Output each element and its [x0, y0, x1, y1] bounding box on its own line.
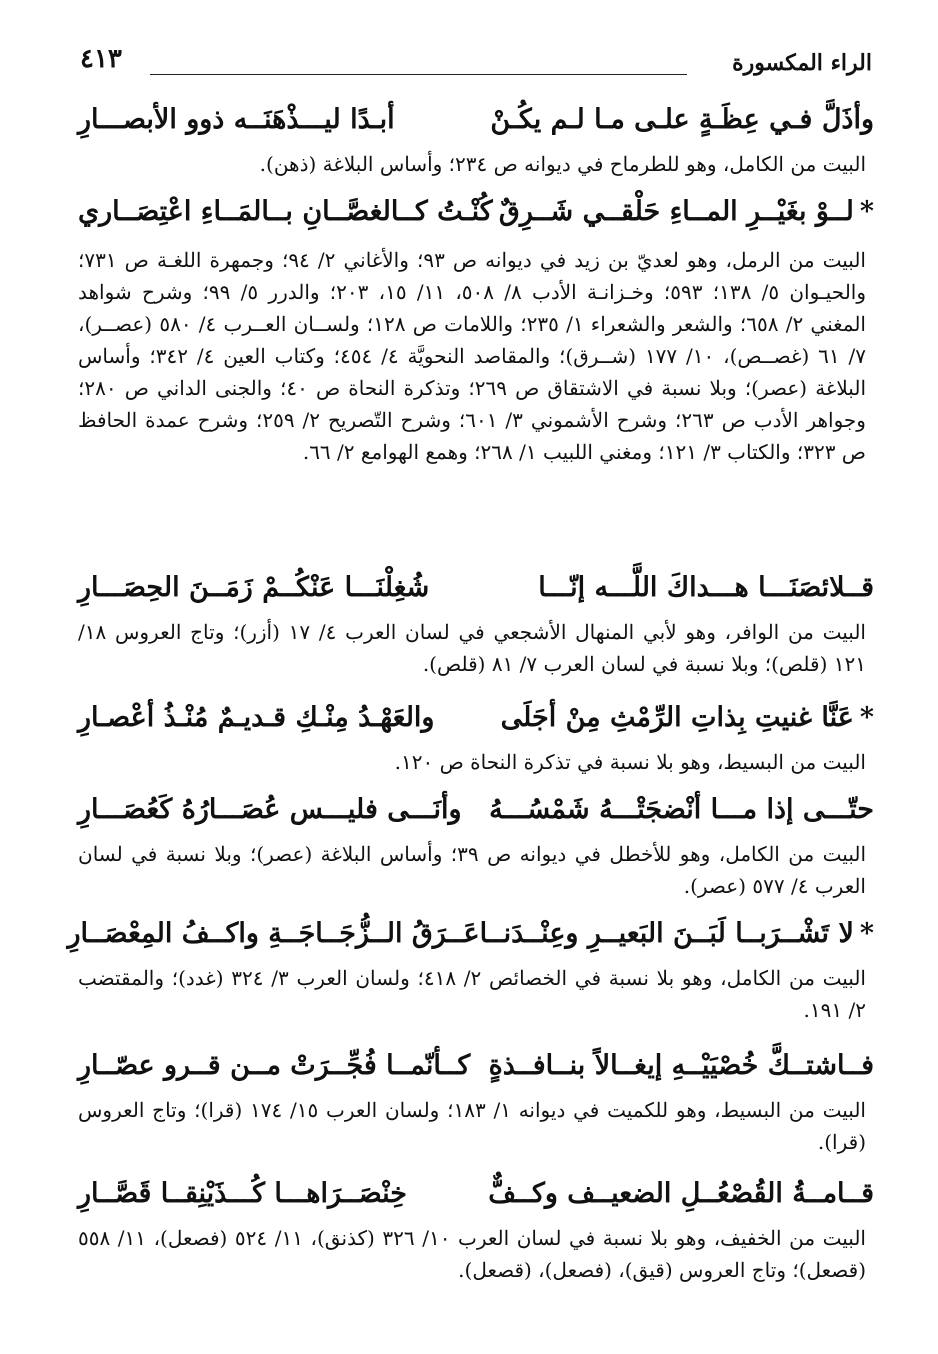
verse-second-hemistich: عَــرَقُ الــزُّجَــاجَــةِ واكــفُ المِعْصَــارِ — [67, 918, 480, 949]
verse-first-text: عَنَّا غنيتِ بِذاتِ الرِّمْثِ مِنْ أجَلَى — [500, 702, 854, 733]
verse-second-hemistich: شُغِلْنَـــا عَنْكُــمْ زَمَــنَ الحِصَـــارِ — [78, 572, 430, 603]
star-marker: * — [859, 196, 874, 227]
source-note: البيت من البسيط، وهو بلا نسبة في تذكرة النحاة ص ١٢٠. — [394, 750, 866, 774]
page-number: ٤١٣ — [80, 44, 122, 74]
star-marker: * — [859, 702, 874, 733]
header-rule — [150, 74, 687, 75]
page-header — [80, 44, 872, 84]
source-note: البيت من الرمل، وهو لعديّ بن زيد في ديوانه ص ٩٣؛ والأغاني ٢/ ٩٤؛ وجمهرة اللغـة ص ٧٣١؛ والحيـوان ٥/ ١٣٨؛ ٥٩٣؛ وخـزانـة الأدب ٨/ ٥٠٨، ١١/ ١٥، ٢٠٣؛ والدرر ٥/ ٩٩؛ وشرح شواهد المغني ٢/ ٦٥٨؛ والشعر والشعراء ١/ ٢٣٥؛ واللامات ص ١٢٨؛ ولســان العــرب ٤/ ٥٨٠ (عصــر)، ٧/ ٦١ (غصــص)، ١٠/ ١٧٧ (شــرق)؛ والمقاصد النحويَّة ٤/ ٤٥٤؛ وكتاب العين ٤/ ٣٤٢؛ وأساس البلاغة (عصر)؛ وبلا نسبة في الاشتقاق ص ٢٦٩؛ وتذكرة النحاة ص ٤٠؛ والجنى الداني ص ٢٨٠؛ وجواهر الأدب ص ٢٦٣؛ وشرح الأشموني ٣/ ٦٠١؛ وشرح التّصريح ٢/ ٢٥٩؛ وشرح عمدة الحافظ ص ٣٢٣؛ والكتاب ٣/ ١٢١؛ ومغني اللبيب ١/ ٢٦٨؛ وهمع الهوامع ٢/ ٦٦. — [78, 248, 867, 464]
verse-second-hemistich: كــأنّمــا فُجِّــرَتْ مــن قــرو عصّــارِ — [78, 1050, 471, 1081]
chapter-title: الراء المكسورة — [732, 50, 872, 76]
source-note: البيت من الكامل، وهو بلا نسبة في الخصائص ٢/ ٤١٨؛ ولسان العرب ٣/ ٣٢٤ (غدد)؛ والمقتضب ٢/ ١٩١. — [78, 966, 866, 1022]
verse-first-hemistich — [501, 702, 874, 733]
star-marker: * — [859, 918, 874, 949]
source-note: البيت من الخفيف، وهو بلا نسبة في لسان العرب ١٠/ ٣٢٦ (كذنق)، ١١/ ٥٢٤ (فصعل)، ١١/ ٥٥٨ (قصعل)؛ وتاج العروس (قيق)، (فصعل)، (قصعل). — [78, 1226, 866, 1282]
verse-first-hemistich: قــامــةُ القُصْعُــلِ الضعيــف وكــفٌّ — [488, 1178, 874, 1209]
source-note: البيت من البسيط، وهو للكميت في ديوانه ١/ ١٨٣؛ ولسان العرب ١٥/ ١٧٤ (قرا)؛ وتاج العروس (قرا). — [78, 1098, 866, 1154]
verse — [78, 104, 874, 148]
verse-first-hemistich — [499, 196, 874, 227]
verse-first-hemistich — [480, 918, 874, 949]
verse-second-hemistich: والعَهْـدُ مِنْـكِ قـديـمٌ مُنْـذُ أعْصـارِ — [78, 702, 435, 733]
source-note: البيت من الكامل، وهو للأخطل في ديوانه ص ٣٩؛ وأساس البلاغة (عصر)؛ وبلا نسبة في لسان العرب ٤/ ٥٧٧ (عصر). — [78, 842, 866, 898]
source-note: البيت من الكامل، وهو للطرماح في ديوانه ص ٢٣٤؛ وأساس البلاغة (ذهن). — [259, 152, 866, 176]
verse — [78, 1178, 874, 1222]
verse-first-hemistich: قــلائصَنَـــا هـــداكَ اللَّـــه إنّـــا — [538, 572, 874, 603]
verse-first-text: لــوْ بغَيْــرِ المــاءِ حَلْقــي شَــرِقٌ — [498, 196, 854, 227]
source-note: البيت من الوافر، وهو لأبي المنهال الأشجعي في لسان العرب ٤/ ١٧ (أزر)؛ وتاج العروس ١٨/ ١٢١ (قلص)؛ وبلا نسبة في لسان العرب ٧/ ٨١ (قلص). — [78, 620, 866, 676]
verse-second-hemistich: أبـدًا ليـــذْهَنَــه ذوو الأبصـــارِ — [78, 104, 395, 135]
verse — [78, 196, 874, 240]
verse — [78, 572, 874, 616]
verse-first-hemistich: حتّـــى إذا مـــا أنْضجَتْـــهُ شَمْسُـــهُ — [489, 794, 874, 825]
verse — [78, 1050, 874, 1094]
verse — [67, 918, 874, 962]
verse-first-hemistich: وأذَلَّ فـي عِظَـةٍ علـى مـا لـم يكُـنْ — [490, 104, 874, 135]
verse-second-hemistich: كُنْـتُ كــالغصَّــانِ بــالمَــاءِ اعْتِصَــاري — [78, 196, 493, 227]
verse-second-hemistich: خِنْصَــرَاهـــا كُـــذَيْنِقــا قَصَّــارِ — [78, 1178, 407, 1209]
verse-first-hemistich: فــاشتــكَّ خُصْيَيْــهِ إيغــالاً بنــافــذةٍ — [488, 1050, 874, 1081]
verse — [78, 702, 874, 746]
verse — [78, 794, 874, 838]
verse-second-hemistich: وأنَـــى فليـــس عُصَـــارُهُ كَعُصَـــارِ — [78, 794, 462, 825]
verse-first-text: لا تَشْــرَبــا لَبَــنَ البَعيــرِ وعِنْــدَنــا — [479, 918, 854, 949]
